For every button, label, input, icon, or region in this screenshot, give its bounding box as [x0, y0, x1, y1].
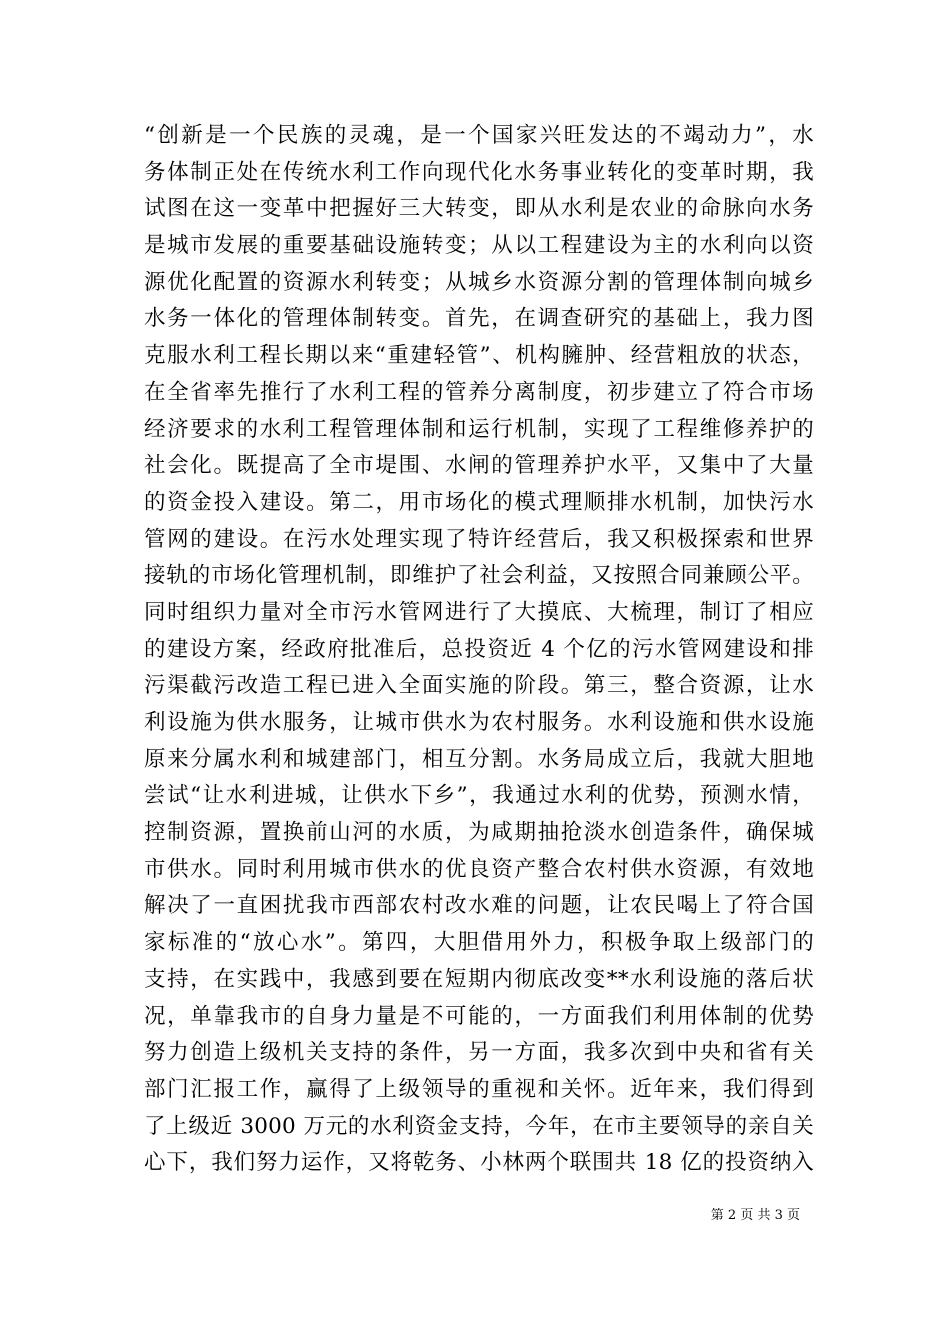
text-line: 经济要求的水利工程管理体制和运行机制，实现了工程维修养护的: [144, 416, 814, 442]
text-line: 心下，我们努力运作，又将乾务、小林两个联围共 18 亿的投资纳入: [144, 1150, 814, 1176]
text-line: 了上级近 3000 万元的水利资金支持，今年，在市主要领导的亲自关: [144, 1113, 814, 1139]
text-line: 的资金投入建设。第二，用市场化的模式理顺排水机制，加快污水: [144, 489, 814, 515]
text-line: 接轨的市场化管理机制，即维护了社会利益，又按照合同兼顾公平。: [144, 563, 814, 589]
body-paragraph: [144, 118, 814, 1182]
text-line: 是城市发展的重要基础设施转变；从以工程建设为主的水利向以资: [144, 233, 814, 259]
text-line: “创新是一个民族的灵魂，是一个国家兴旺发达的不竭动力”，水: [144, 123, 814, 148]
page-footer: 第 2 页 共 3 页: [710, 1208, 800, 1223]
text-line: 同时组织力量对全市污水管网进行了大摸底、大梳理，制订了相应: [144, 599, 814, 625]
text-line: 努力创造上级机关支持的条件，另一方面，我多次到中央和省有关: [144, 1040, 814, 1066]
text-line: 控制资源，置换前山河的水质，为咸期抽抢淡水创造条件，确保城: [144, 820, 814, 846]
text-line: 况，单靠我市的自身力量是不可能的，一方面我们利用体制的优势: [144, 1003, 814, 1029]
text-line: 在全省率先推行了水利工程的管养分离制度，初步建立了符合市场: [144, 379, 814, 405]
text-line: 管网的建设。在污水处理实现了特许经营后，我又积极探索和世界: [144, 526, 814, 552]
text-line: 原来分属水利和城建部门，相互分割。水务局成立后，我就大胆地: [144, 746, 814, 772]
text-line: 利设施为供水服务，让城市供水为农村服务。水利设施和供水设施: [144, 710, 814, 735]
text-line: 支持，在实践中，我感到要在短期内彻底改变**水利设施的落后状: [144, 966, 814, 992]
text-line: 试图在这一变革中把握好三大转变，即从水利是农业的命脉向水务: [144, 196, 814, 222]
text-line: 解决了一直困扰我市西部农村改水难的问题，让农民喝上了符合国: [144, 893, 814, 919]
text-line: 源优化配置的资源水利转变；从城乡水资源分割的管理体制向城乡: [144, 269, 814, 295]
text-line: 部门汇报工作，赢得了上级领导的重视和关怀。近年来，我们得到: [144, 1076, 814, 1102]
text-line: 尝试“让水利进城，让供水下乡”，我通过水利的优势，预测水情，: [144, 783, 814, 809]
text-line: 水务一体化的管理体制转变。首先，在调查研究的基础上，我力图: [144, 306, 814, 332]
text-line: 克服水利工程长期以来“重建轻管”、机构臃肿、经营粗放的状态，: [144, 343, 814, 369]
text-line: 社会化。既提高了全市堤围、水闸的管理养护水平，又集中了大量: [144, 453, 814, 479]
text-line: 务体制正处在传统水利工作向现代化水务事业转化的变革时期，我: [144, 159, 814, 185]
text-line: 市供水。同时利用城市供水的优良资产整合农村供水资源，有效地: [144, 856, 814, 882]
text-line: 家标准的“放心水”。第四，大胆借用外力，积极争取上级部门的: [144, 930, 814, 956]
text-line: 的建设方案，经政府批准后，总投资近 4 个亿的污水管网建设和排: [144, 636, 814, 662]
text-line: 污渠截污改造工程已进入全面实施的阶段。第三，整合资源，让水: [144, 673, 814, 699]
